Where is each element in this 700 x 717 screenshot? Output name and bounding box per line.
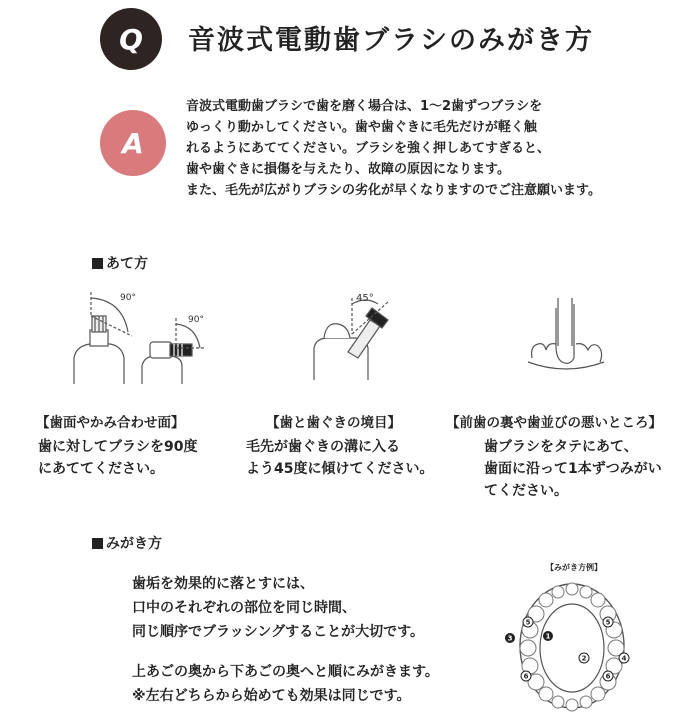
a-badge <box>100 110 166 176</box>
desc-line: 歯ブラシをタテにあて、 <box>484 439 638 455</box>
q-badge-label: Q <box>119 22 143 56</box>
step-marker: 5 <box>605 618 611 627</box>
answer-text <box>186 96 686 201</box>
desc-line: よう45度に傾けてください。 <box>246 461 434 477</box>
angle-label: 45° <box>356 293 374 304</box>
step-marker: 3 <box>507 634 513 643</box>
desc-front-teeth <box>484 436 662 502</box>
desc-tooth-surface <box>38 436 197 480</box>
caption-tooth-surface: 【歯面やかみ合わせ面】 <box>36 415 185 431</box>
section-heading-label: みがき方 <box>106 536 162 552</box>
desc-line: にあててください。 <box>38 461 164 477</box>
caption-front-teeth: 【前歯の裏や歯並びの悪いところ】 <box>446 415 662 431</box>
angle-label: 90° <box>188 315 204 325</box>
answer-line: ゆっくり動かしてください。歯や歯ぐきに毛先だけが軽く触 <box>186 120 537 135</box>
step-marker: 4 <box>621 654 627 663</box>
answer-line: 音波式電動歯ブラシで歯を磨く場合は、1〜2歯ずつブラシを <box>186 99 543 114</box>
illustration-90-degree <box>64 286 214 388</box>
dental-arch-diagram <box>502 574 642 716</box>
desc-gum-line <box>246 436 433 480</box>
step-marker: 5 <box>525 618 531 627</box>
page-title: 音波式電動歯ブラシのみがき方 <box>188 25 594 56</box>
answer-line: れるようにあててください。ブラシを強く押しあてすぎると、 <box>186 141 551 156</box>
q-badge <box>100 8 162 70</box>
square-bullet-icon <box>92 538 103 549</box>
step-marker: 6 <box>605 672 611 681</box>
section-heading-label: あて方 <box>106 256 148 272</box>
brushing-text-1 <box>132 572 424 644</box>
square-bullet-icon <box>92 258 103 269</box>
body-line: ※左右どちらから始めても効果は同じです。 <box>132 688 411 704</box>
section-heading-brushing <box>92 533 162 553</box>
illustration-vertical-brush <box>526 296 606 380</box>
step-marker: 2 <box>581 654 587 663</box>
answer-line: 歯や歯ぐきに損傷を与えたり、故障の原因になります。 <box>186 162 510 177</box>
desc-line: 毛先が歯ぐきの溝に入る <box>246 439 400 455</box>
body-line: 上あごの奥から下あごの奥へと順にみがきます。 <box>132 664 439 680</box>
desc-line: てください。 <box>484 483 568 499</box>
desc-line: 歯に対してブラシを90度 <box>38 439 198 455</box>
body-line: 歯垢を効果的に落とすには、 <box>132 576 314 592</box>
desc-line: 歯面に沿って1本ずつみがい <box>484 461 662 477</box>
a-badge-label: A <box>122 126 144 160</box>
body-line: 口中のそれぞれの部位を同じ時間、 <box>132 600 356 616</box>
caption-gum-line: 【歯と歯ぐきの境目】 <box>266 415 401 431</box>
angle-label: 90° <box>120 293 136 303</box>
illustration-45-degree <box>308 290 408 382</box>
step-marker: 6 <box>523 672 529 681</box>
brushing-text-2 <box>132 660 439 708</box>
step-marker: 1 <box>545 632 551 641</box>
section-heading-application <box>92 253 148 273</box>
answer-line: また、毛先が広がりブラシの劣化が早くなりますのでご注意願います。 <box>186 183 601 198</box>
diagram-label: 【みがき方例】 <box>546 563 602 572</box>
toothbrush-body-icon <box>74 344 124 384</box>
body-line: 同じ順序でブラッシングすることが大切です。 <box>132 624 424 640</box>
